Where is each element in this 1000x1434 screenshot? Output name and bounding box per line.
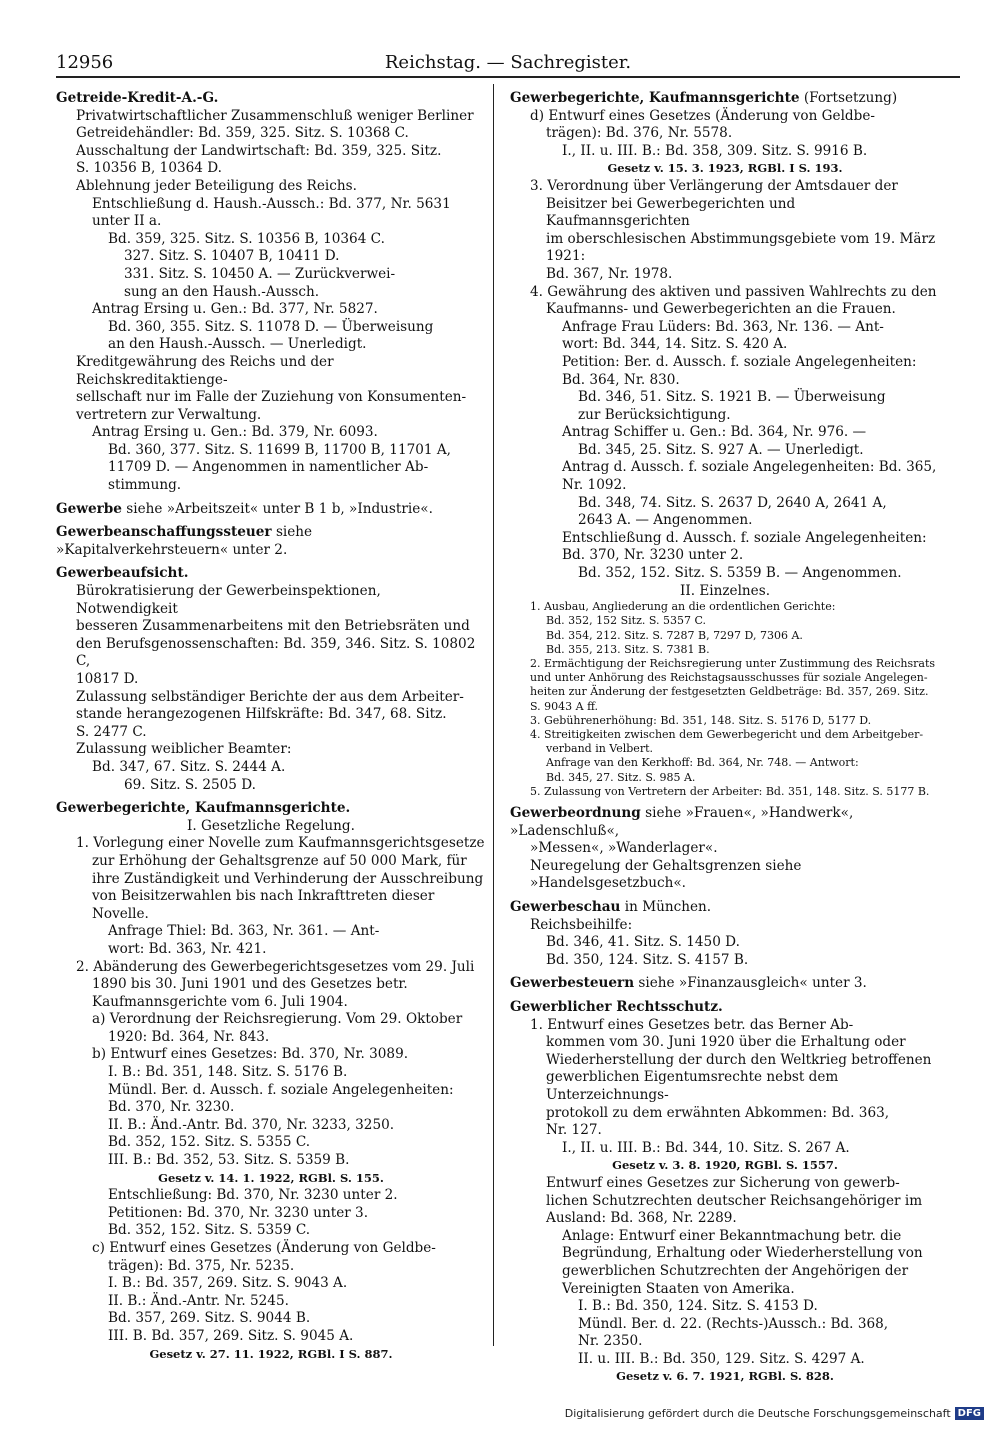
entry-heading: Gewerbegerichte, Kaufmannsgerichte [510, 90, 800, 106]
entry-line: S. 2477 C. [76, 723, 147, 740]
entry-line: c) Entwurf eines Gesetzes (Änderung von Geldbe- [92, 1240, 436, 1256]
dfg-logo: DFG [955, 1407, 984, 1420]
entry-line: Bd. 350, 124. Sitz. S. 4157 B. [546, 951, 749, 968]
entry-line: Antrag Ersing u. Gen.: Bd. 379, Nr. 6093. [92, 424, 378, 441]
entry-line: Bd. 352, 152 Sitz. S. 5357 C. [546, 614, 707, 628]
footer [565, 1407, 984, 1420]
entry-line: Petition: Ber. d. Aussch. f. soziale Angelegenheiten: [562, 353, 917, 370]
entry-heading: Gewerbe [56, 500, 122, 517]
entry-line: Bd. 346, 41. Sitz. S. 1450 D. [546, 934, 740, 951]
entry-line: Zulassung weiblicher Beamter: [76, 741, 292, 758]
index-entry [56, 800, 486, 1363]
entry-heading: Gewerbegerichte, Kaufmannsgerichte. [56, 800, 351, 817]
entry-heading-line [510, 90, 940, 108]
entry-line: Bd. 360, 355. Sitz. S. 11078 D. — Überweisung [108, 318, 434, 335]
entry-line: Bd. 345, 25. Sitz. S. 927 A. — Unerledigt. [578, 441, 864, 458]
entry-line: Nr. 2350. [578, 1333, 643, 1350]
entry-line: I., II. u. III. B.: Bd. 358, 309. Sitz. S. 9916 B. [562, 142, 868, 159]
entry-heading: Gewerblicher Rechtsschutz. [510, 999, 723, 1015]
entry-heading: Gewerbeschau [510, 899, 621, 916]
entry-line: Bd. 360, 377. Sitz. S. 11699 B, 11700 B, 11701 A, [108, 441, 452, 458]
entry-line: trägen): Bd. 375, Nr. 5235. [108, 1257, 295, 1274]
entry-line: heiten zur Änderung der festgesetzten Geldbeträge: Bd. 357, 269. Sitz. [530, 685, 929, 699]
entry-line: gewerblichen Eigentumsrechte nebst dem Unterzeichnungs- [546, 1069, 843, 1103]
entry-line: II. B.: Änd.-Antr. Nr. 5245. [108, 1292, 289, 1309]
entry-line: I. B.: Bd. 351, 148. Sitz. S. 5176 B. [108, 1064, 348, 1081]
entry-line: kommen vom 30. Juni 1920 über die Erhaltung oder [546, 1034, 906, 1051]
entry-heading-note: in München. [624, 899, 712, 916]
entry-line: Bd. 359, 325. Sitz. S. 10356 B, 10364 C. [108, 230, 385, 247]
entry-line: 11709 D. — Angenommen in namentlicher Ab- [108, 459, 429, 476]
entry-line: von Beisitzerwahlen bis nach Inkrafttreten dieser Novelle. [92, 888, 439, 922]
entry-line: ihre Zuständigkeit und Verhinderung der Ausschreibung [92, 870, 484, 887]
entry-line: Bd. 355, 213. Sitz. S. 7381 B. [546, 642, 710, 656]
entry-line: Kreditgewährung des Reichs und der Reichskreditaktienge- [76, 353, 338, 388]
entry-line: Nr. 127. [546, 1122, 602, 1139]
entry-line: Entwurf eines Gesetzes zur Sicherung von gewerb- [546, 1174, 900, 1191]
entry-line: stimmung. [108, 477, 182, 494]
law-reference: Gesetz v. 3. 8. 1920, RGBl. S. 1557. [612, 1158, 838, 1173]
entry-line: S. 9043 A ff. [530, 699, 598, 713]
entry-line: Bd. 352, 152. Sitz. S. 5359 C. [108, 1222, 311, 1239]
entry-line: sung an den Haush.-Aussch. [124, 283, 320, 300]
entry-line: Kaufmanns- und Gewerbegerichten an die Frauen. [546, 301, 896, 318]
entry-line: Anfrage Frau Lüders: Bd. 363, Nr. 136. — Ant- [562, 318, 884, 335]
entry-line: Bd. 352, 152. Sitz. S. 5355 C. [108, 1134, 311, 1151]
entry-line: unter II a. [92, 213, 162, 230]
entry-heading-note: siehe »Arbeitszeit« unter B 1 b, »Industrie«. [126, 500, 433, 517]
entry-line: sellschaft nur im Falle der Zuziehung von Konsumenten- [76, 389, 467, 406]
entry-heading: Getreide-Kredit-A.-G. [56, 90, 219, 106]
footer-text: Digitalisierung gefördert durch die Deutsche Forschungsgemeinschaft [564, 1407, 951, 1420]
entry-line: Entschließung d. Haush.-Aussch.: Bd. 377, Nr. 5631 [92, 195, 451, 212]
entry-heading-note: siehe »Finanzausgleich« unter 3. [638, 975, 867, 992]
entry-line: Bd. 347, 67. Sitz. S. 2444 A. [92, 758, 286, 775]
index-entry [56, 90, 486, 495]
entry-line: Privatwirtschaftlicher Zusammenschluß weniger Berliner [76, 107, 474, 124]
entry-heading: Gewerbeaufsicht. [56, 565, 189, 582]
entry-line: S. 10356 B, 10364 D. [76, 160, 222, 177]
entry-line: Mündl. Ber. d. 22. (Rechts-)Aussch.: Bd. 368, [578, 1315, 889, 1332]
index-entry [56, 524, 486, 559]
law-reference: Gesetz v. 27. 11. 1922, RGBl. I S. 887. [149, 1346, 393, 1361]
entry-line: I., II. u. III. B.: Bd. 344, 10. Sitz. S. 267 A. [562, 1139, 850, 1156]
running-title: Reichstag. — Sachregister. [384, 52, 632, 73]
entry-line: 2. Abänderung des Gewerbegerichtsgesetzes vom 29. Juli [76, 958, 475, 975]
entry-heading: Gewerbesteuern [510, 975, 635, 992]
entry-line: »Messen«, »Wanderlager«. [530, 840, 718, 857]
entry-heading-line [56, 90, 486, 108]
entry-line: stande herangezogenen Hilfskräfte: Bd. 347, 68. Sitz. [76, 706, 447, 723]
entry-line: I. B.: Bd. 350, 124. Sitz. S. 4153 D. [578, 1298, 818, 1315]
entry-line: Beisitzer bei Gewerbegerichten und Kaufmannsgerichten [546, 195, 800, 230]
entry-line: Bd. 354, 212. Sitz. S. 7287 B, 7297 D, 7306 A. [546, 628, 803, 642]
index-entry [510, 975, 940, 993]
entry-heading: Gewerbeordnung [510, 805, 641, 822]
entry-line: Bd. 352, 152. Sitz. S. 5359 B. — Angenommen. [578, 565, 902, 582]
entry-line: den Berufsgenossenschaften: Bd. 359, 346. Sitz. S. 10802 C, [76, 635, 480, 670]
entry-line: 1. Entwurf eines Gesetzes betr. das Berner Ab- [530, 1016, 854, 1033]
entry-line: Antrag Schiffer u. Gen.: Bd. 364, Nr. 976. — [562, 424, 867, 441]
entry-line: Reichsbeihilfe: [530, 916, 633, 933]
entry-heading: Gewerbeanschaffungssteuer [56, 524, 272, 541]
index-entry [510, 899, 940, 969]
entry-line: Ausland: Bd. 368, Nr. 2289. [546, 1210, 737, 1227]
index-entry [56, 565, 486, 794]
entry-heading-note: siehe »Kapitalverkehrsteuern« unter 2. [56, 524, 317, 558]
entry-line: Bd. 348, 74. Sitz. S. 2637 D, 2640 A, 2641 A, [578, 494, 887, 511]
entry-line: II. B.: Änd.-Antr. Bd. 370, Nr. 3233, 3250. [108, 1116, 395, 1133]
entry-heading-line [56, 800, 486, 818]
entry-line: 2643 A. — Angenommen. [578, 512, 753, 529]
entry-line: Bd. 367, Nr. 1978. [546, 265, 673, 282]
entry-line: wort: Bd. 344, 14. Sitz. S. 420 A. [562, 336, 788, 353]
entry-line: an den Haush.-Aussch. — Unerledigt. [108, 336, 367, 353]
entry-heading-note: siehe »Frauen«, »Handwerk«, »Ladenschluß«, [510, 805, 858, 839]
entry-line: und unter Anhörung des Reichstagsausschusses für soziale Angelegen- [530, 671, 928, 685]
entry-line: 1. Vorlegung einer Novelle zum Kaufmannsgerichtsgesetze [76, 835, 485, 852]
law-reference: Gesetz v. 14. 1. 1922, RGBl. S. 155. [158, 1170, 384, 1185]
entry-line: Bd. 364, Nr. 830. [562, 371, 680, 388]
entry-line: III. B.: Bd. 352, 53. Sitz. S. 5359 B. [108, 1152, 350, 1169]
entry-line: Bd. 357, 269. Sitz. S. 9044 B. [108, 1310, 311, 1327]
entry-line: Anlage: Entwurf einer Bekanntmachung betr. die [562, 1227, 902, 1244]
page-number: 12956 [56, 52, 114, 73]
section-heading: I. Gesetzliche Regelung. [187, 817, 355, 834]
column-divider [493, 84, 494, 1346]
entry-line: Anfrage Thiel: Bd. 363, Nr. 361. — Ant- [108, 923, 380, 940]
entry-heading-line [56, 565, 486, 583]
entry-line: Entschließung: Bd. 370, Nr. 3230 unter 2. [108, 1187, 398, 1204]
entry-line: Antrag d. Aussch. f. soziale Angelegenheiten: Bd. 365, [562, 459, 937, 476]
entry-line: Wiederherstellung der durch den Weltkrieg betroffenen [546, 1051, 932, 1068]
index-entry [56, 501, 486, 519]
entry-line: Bd. 345, 27. Sitz. S. 985 A. [546, 770, 696, 784]
right-column [510, 90, 940, 1392]
entry-line: 10817 D. [76, 671, 139, 687]
entry-line: trägen): Bd. 376, Nr. 5578. [546, 125, 733, 142]
entry-line: Antrag Ersing u. Gen.: Bd. 377, Nr. 5827. [92, 301, 378, 318]
entry-heading-line [510, 899, 940, 917]
entry-line: a) Verordnung der Reichsregierung. Vom 29. Oktober [92, 1011, 463, 1028]
entry-line: Petitionen: Bd. 370, Nr. 3230 unter 3. [108, 1204, 369, 1221]
entry-line: II. u. III. B.: Bd. 350, 129. Sitz. S. 4297 A. [578, 1350, 865, 1367]
entry-line: 4. Gewährung des aktiven und passiven Wahlrechts zu den [530, 283, 937, 300]
index-entry [510, 90, 940, 799]
entry-line: d) Entwurf eines Gesetzes (Änderung von Geldbe- [530, 107, 875, 124]
entry-line: Bd. 370, Nr. 3230 unter 2. [562, 547, 744, 564]
entry-line: lichen Schutzrechten deutscher Reichsangehöriger im [546, 1192, 923, 1209]
entry-line: zur Berücksichtigung. [578, 406, 731, 423]
entry-line: gewerblichen Schutzrechten der Angehörigen der [562, 1262, 909, 1279]
entry-heading-line [56, 524, 486, 559]
entry-line: b) Entwurf eines Gesetzes: Bd. 370, Nr. 3089. [92, 1046, 409, 1063]
page-header [56, 52, 960, 78]
law-reference: Gesetz v. 15. 3. 1923, RGBl. I S. 193. [607, 161, 843, 176]
entry-line: zur Erhöhung der Gehaltsgrenze auf 50 000 Mark, für [92, 852, 467, 869]
entry-line: I. B.: Bd. 357, 269. Sitz. S. 9043 A. [108, 1275, 348, 1292]
index-entry [510, 805, 940, 893]
entry-line: 69. Sitz. S. 2505 D. [124, 776, 256, 793]
entry-line: besseren Zusammenarbeitens mit den Betriebsräten und [76, 618, 470, 635]
entry-line: Bürokratisierung der Gewerbeinspektionen, Notwendigkeit [76, 583, 386, 617]
entry-heading-line [510, 999, 940, 1017]
entry-line: Kaufmannsgerichte vom 6. Juli 1904. [92, 993, 348, 1010]
entry-heading-line [510, 805, 940, 840]
entry-line: Begründung, Erhaltung oder Wiederherstellung von [562, 1245, 923, 1262]
entry-line: 331. Sitz. S. 10450 A. — Zurückverwei- [124, 265, 396, 282]
entry-line: 3. Verordnung über Verlängerung der Amtsdauer der [530, 177, 898, 194]
entry-line: Zulassung selbständiger Berichte der aus dem Arbeiter- [76, 688, 464, 705]
entry-line: im oberschlesischen Abstimmungsgebiete vom 19. März 1921: [546, 230, 940, 265]
entry-line: Vereinigten Staaten von Amerika. [562, 1280, 795, 1297]
entry-line: Anfrage van den Kerkhoff: Bd. 364, Nr. 748. — Antwort: [546, 756, 859, 770]
entry-line: 3. Gebührenerhöhung: Bd. 351, 148. Sitz. S. 5176 D, 5177 D. [530, 713, 872, 727]
entry-line: protokoll zu dem erwähnten Abkommen: Bd. 363, [546, 1104, 890, 1121]
entry-line: III. B. Bd. 357, 269. Sitz. S. 9045 A. [108, 1327, 354, 1344]
entry-line: Mündl. Ber. d. Aussch. f. soziale Angelegenheiten: [108, 1081, 454, 1098]
entry-line: Bd. 370, Nr. 3230. [108, 1099, 235, 1116]
entry-line: vertretern zur Verwaltung. [76, 406, 262, 423]
entry-line: Getreidehändler: Bd. 359, 325. Sitz. S. 10368 C. [76, 125, 409, 142]
entry-line: Ablehnung jeder Beteiligung des Reichs. [76, 177, 357, 194]
entry-line: 1890 bis 30. Juni 1901 und des Gesetzes betr. [92, 976, 408, 993]
entry-heading-note: (Fortsetzung) [803, 90, 898, 106]
entry-line: Neuregelung der Gehaltsgrenzen siehe »Handelsgesetzbuch«. [530, 857, 806, 892]
entry-line: Ausschaltung der Landwirtschaft: Bd. 359, 325. Sitz. [76, 142, 442, 159]
entry-line: 5. Zulassung von Vertretern der Arbeiter: Bd. 351, 148. Sitz. S. 5177 B. [530, 784, 930, 798]
entry-line: 1920: Bd. 364, Nr. 843. [108, 1028, 270, 1045]
entry-heading-line [510, 975, 940, 993]
entry-line: verband in Velbert. [546, 742, 653, 756]
entry-line: 4. Streitigkeiten zwischen dem Gewerbegericht und dem Arbeitgeber- [530, 728, 924, 742]
left-column [56, 90, 486, 1369]
entry-line: 1. Ausbau, Angliederung an die ordentlichen Gerichte: [530, 600, 836, 614]
entry-line: Bd. 346, 51. Sitz. S. 1921 B. — Überweisung [578, 389, 886, 406]
entry-line: Nr. 1092. [562, 477, 627, 494]
law-reference: Gesetz v. 6. 7. 1921, RGBl. S. 828. [616, 1369, 834, 1384]
entry-line: 327. Sitz. S. 10407 B, 10411 D. [124, 248, 340, 265]
section-heading: II. Einzelnes. [679, 582, 771, 599]
entry-line: wort: Bd. 363, Nr. 421. [108, 940, 267, 957]
entry-line: Entschließung d. Aussch. f. soziale Angelegenheiten: [562, 529, 927, 546]
entry-line: 2. Ermächtigung der Reichsregierung unter Zustimmung des Reichsrats [530, 657, 936, 671]
index-entry [510, 999, 940, 1386]
entry-heading-line [56, 501, 486, 519]
